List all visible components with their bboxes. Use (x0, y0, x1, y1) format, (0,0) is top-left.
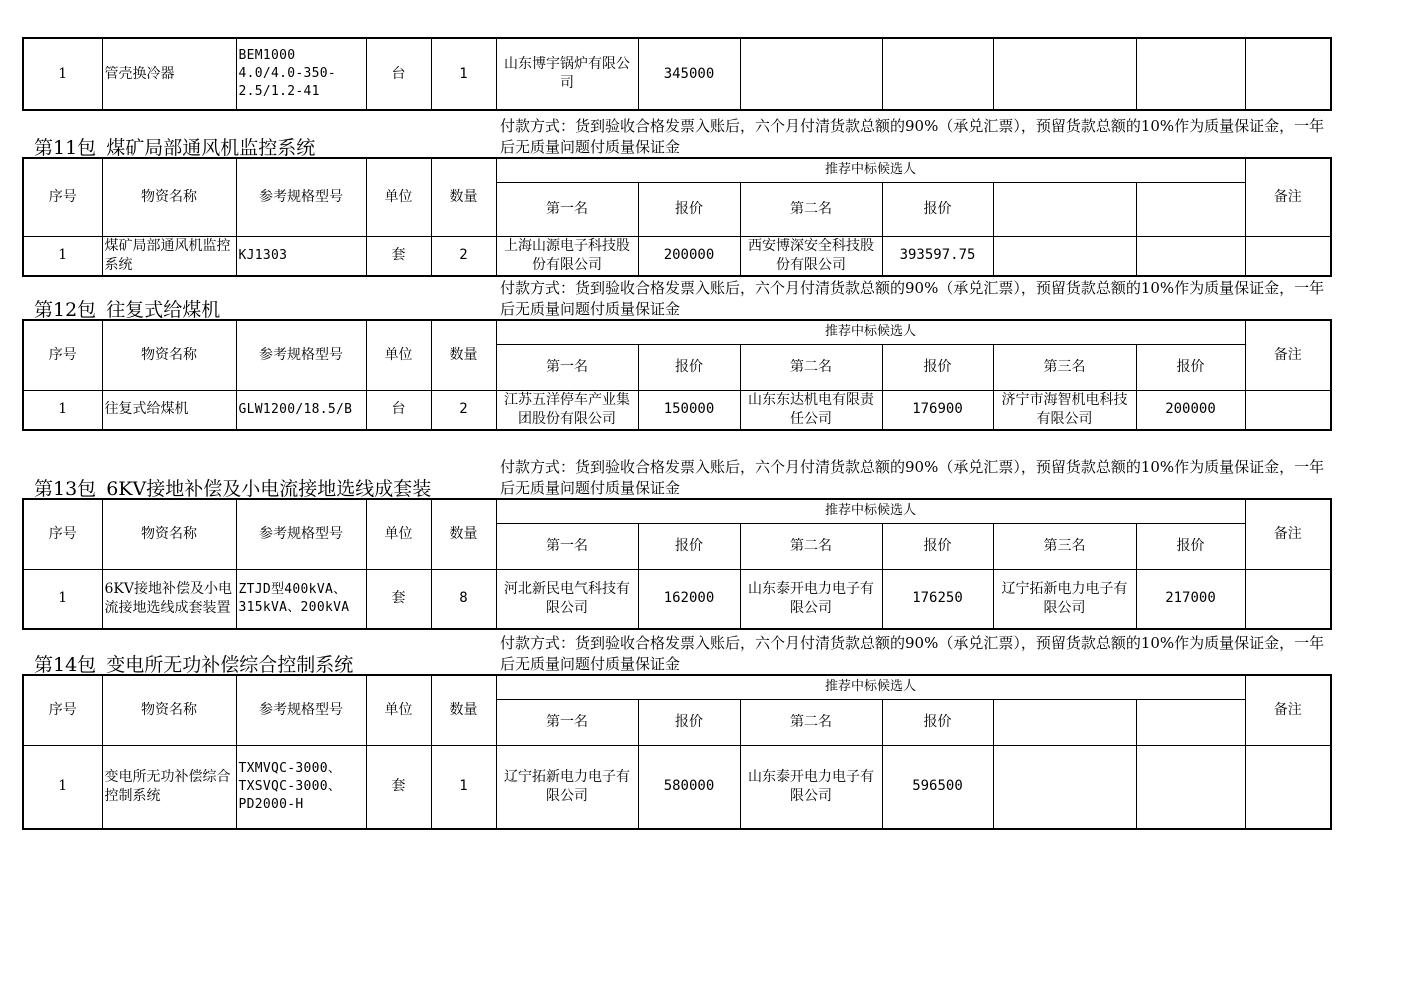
unit-cell: 套 (366, 569, 431, 629)
first-candidate-cell: 江苏五洋停车产业集团股份有限公司 (496, 390, 638, 430)
header-seq: 序号 (23, 320, 102, 390)
second-candidate-cell: 山东泰开电力电子有限公司 (740, 745, 882, 829)
header-seq: 序号 (23, 675, 102, 745)
third-candidate-cell: 辽宁拓新电力电子有限公司 (993, 569, 1136, 629)
header-price: 报价 (638, 699, 740, 745)
material-name-cell: 6KV接地补偿及小电流接地选线成套装置 (102, 569, 236, 629)
table-row (23, 38, 1331, 110)
seq-cell: 1 (23, 38, 102, 110)
table-row (23, 236, 1331, 276)
header-spec: 参考规格型号 (236, 158, 366, 236)
header-qty: 数量 (431, 320, 496, 390)
seq-cell: 1 (23, 745, 102, 829)
second-price-cell: 176250 (882, 569, 993, 629)
payment-terms: 付款方式：货到验收合格发票入账后，六个月付清货款总额的90%（承兑汇票），预留货款总额的10%作为质量保证金，一年后无质量问题付质量保证金 (500, 458, 1325, 497)
header-candidates: 推荐中标候选人 (496, 499, 1245, 523)
material-name-cell: 管壳换冷器 (102, 38, 236, 110)
header-second: 第二名 (740, 523, 882, 569)
qty-cell: 2 (431, 236, 496, 276)
remark-cell (1245, 236, 1331, 276)
header-first: 第一名 (496, 344, 638, 390)
spec-cell: GLW1200/18.5/B (236, 390, 366, 430)
seq-cell: 1 (23, 390, 102, 430)
header-candidates: 推荐中标候选人 (496, 158, 1245, 182)
spec-cell: KJ1303 (236, 236, 366, 276)
package-heading (34, 295, 220, 322)
header-second: 第二名 (740, 182, 882, 236)
header-remark: 备注 (1245, 675, 1331, 745)
header-price: 报价 (882, 344, 993, 390)
header-qty: 数量 (431, 675, 496, 745)
header-price: 报价 (638, 182, 740, 236)
header-third: 第三名 (993, 523, 1136, 569)
first-price-cell: 150000 (638, 390, 740, 430)
table-row (23, 569, 1331, 629)
payment-terms: 付款方式：货到验收合格发票入账后，六个月付清货款总额的90%（承兑汇票），预留货款总额的10%作为质量保证金，一年后无质量问题付质量保证金 (500, 279, 1325, 318)
unit-cell: 套 (366, 745, 431, 829)
first-candidate-cell: 河北新民电气科技有限公司 (496, 569, 638, 629)
second-candidate-cell: 山东东达机电有限责任公司 (740, 390, 882, 430)
first-candidate-cell: 上海山源电子科技股份有限公司 (496, 236, 638, 276)
remark-cell (1245, 569, 1331, 629)
seq-cell: 1 (23, 569, 102, 629)
header-first: 第一名 (496, 699, 638, 745)
second-price-cell: 176900 (882, 390, 993, 430)
unit-cell: 台 (366, 38, 431, 110)
material-name-cell: 变电所无功补偿综合控制系统 (102, 745, 236, 829)
first-price-cell: 200000 (638, 236, 740, 276)
header-name: 物资名称 (102, 675, 236, 745)
seq-cell: 1 (23, 236, 102, 276)
spec-cell: ZTJD型400kVA、315kVA、200kVA (236, 569, 366, 629)
header-name: 物资名称 (102, 499, 236, 569)
package-table (22, 157, 1332, 277)
package-title: 变电所无功补偿综合控制系统 (106, 654, 354, 676)
header-price: 报价 (638, 344, 740, 390)
material-name-cell: 往复式给煤机 (102, 390, 236, 430)
unit-cell: 台 (366, 390, 431, 430)
header-second: 第二名 (740, 699, 882, 745)
empty-cell (1136, 745, 1245, 829)
package-table (22, 498, 1332, 630)
header-unit: 单位 (366, 499, 431, 569)
empty-cell (993, 699, 1136, 745)
table-row (23, 745, 1331, 829)
third-candidate-cell: 济宁市海智机电科技有限公司 (993, 390, 1136, 430)
empty-cell (1136, 182, 1245, 236)
header-price: 报价 (882, 699, 993, 745)
empty-cell (882, 38, 993, 110)
header-qty: 数量 (431, 158, 496, 236)
header-first: 第一名 (496, 523, 638, 569)
third-price-cell: 217000 (1136, 569, 1245, 629)
third-price-cell: 200000 (1136, 390, 1245, 430)
empty-cell (993, 182, 1136, 236)
header-candidates: 推荐中标候选人 (496, 320, 1245, 344)
first-candidate-cell: 辽宁拓新电力电子有限公司 (496, 745, 638, 829)
header-spec: 参考规格型号 (236, 499, 366, 569)
top-continuation-table (22, 37, 1332, 111)
qty-cell: 1 (431, 38, 496, 110)
empty-cell (740, 38, 882, 110)
second-price-cell: 596500 (882, 745, 993, 829)
unit-cell: 套 (366, 236, 431, 276)
header-name: 物资名称 (102, 320, 236, 390)
header-seq: 序号 (23, 158, 102, 236)
qty-cell: 2 (431, 390, 496, 430)
package-heading (34, 650, 353, 677)
header-spec: 参考规格型号 (236, 675, 366, 745)
qty-cell: 8 (431, 569, 496, 629)
header-unit: 单位 (366, 675, 431, 745)
header-price: 报价 (882, 182, 993, 236)
header-third: 第三名 (993, 344, 1136, 390)
header-name: 物资名称 (102, 158, 236, 236)
header-second: 第二名 (740, 344, 882, 390)
header-candidates: 推荐中标候选人 (496, 675, 1245, 699)
remark-cell (1245, 38, 1331, 110)
package-heading (34, 474, 431, 501)
empty-cell (993, 745, 1136, 829)
spec-cell: BEM1000 4.0/4.0-350- 2.5/1.2-41 (236, 38, 366, 110)
empty-cell (993, 236, 1136, 276)
table-row (23, 390, 1331, 430)
material-name-cell: 煤矿局部通风机监控系统 (102, 236, 236, 276)
header-seq: 序号 (23, 499, 102, 569)
header-price: 报价 (1136, 523, 1245, 569)
first-price-cell: 162000 (638, 569, 740, 629)
header-spec: 参考规格型号 (236, 320, 366, 390)
empty-cell (993, 38, 1136, 110)
header-remark: 备注 (1245, 320, 1331, 390)
package-table (22, 674, 1332, 830)
payment-terms: 付款方式：货到验收合格发票入账后，六个月付清货款总额的90%（承兑汇票），预留货款总额的10%作为质量保证金，一年后无质量问题付质量保证金 (500, 117, 1325, 156)
package-label: 第13包 (34, 478, 97, 500)
package-title: 煤矿局部通风机监控系统 (106, 137, 316, 159)
header-price: 报价 (1136, 344, 1245, 390)
remark-cell (1245, 745, 1331, 829)
header-price: 报价 (638, 523, 740, 569)
second-price-cell: 393597.75 (882, 236, 993, 276)
spec-cell: TXMVQC-3000、 TXSVQC-3000、 PD2000-H (236, 745, 366, 829)
first-price-cell: 580000 (638, 745, 740, 829)
header-price: 报价 (882, 523, 993, 569)
empty-cell (1136, 699, 1245, 745)
package-table (22, 319, 1332, 431)
header-remark: 备注 (1245, 158, 1331, 236)
remark-cell (1245, 390, 1331, 430)
qty-cell: 1 (431, 745, 496, 829)
package-label: 第11包 (34, 137, 97, 159)
empty-cell (1136, 38, 1245, 110)
header-unit: 单位 (366, 158, 431, 236)
package-title: 6KV接地补偿及小电流接地选线成套装 (106, 478, 432, 500)
first-candidate-cell: 山东博宇锅炉有限公司 (496, 38, 638, 110)
header-remark: 备注 (1245, 499, 1331, 569)
package-title: 往复式给煤机 (106, 299, 221, 321)
second-candidate-cell: 山东泰开电力电子有限公司 (740, 569, 882, 629)
payment-terms: 付款方式：货到验收合格发票入账后，六个月付清货款总额的90%（承兑汇票），预留货款总额的10%作为质量保证金，一年后无质量问题付质量保证金 (500, 634, 1325, 673)
second-candidate-cell: 西安博深安全科技股份有限公司 (740, 236, 882, 276)
header-unit: 单位 (366, 320, 431, 390)
empty-cell (1136, 236, 1245, 276)
package-heading (34, 133, 315, 160)
header-qty: 数量 (431, 499, 496, 569)
first-price-cell: 345000 (638, 38, 740, 110)
header-first: 第一名 (496, 182, 638, 236)
package-label: 第12包 (34, 299, 97, 321)
package-label: 第14包 (34, 654, 97, 676)
